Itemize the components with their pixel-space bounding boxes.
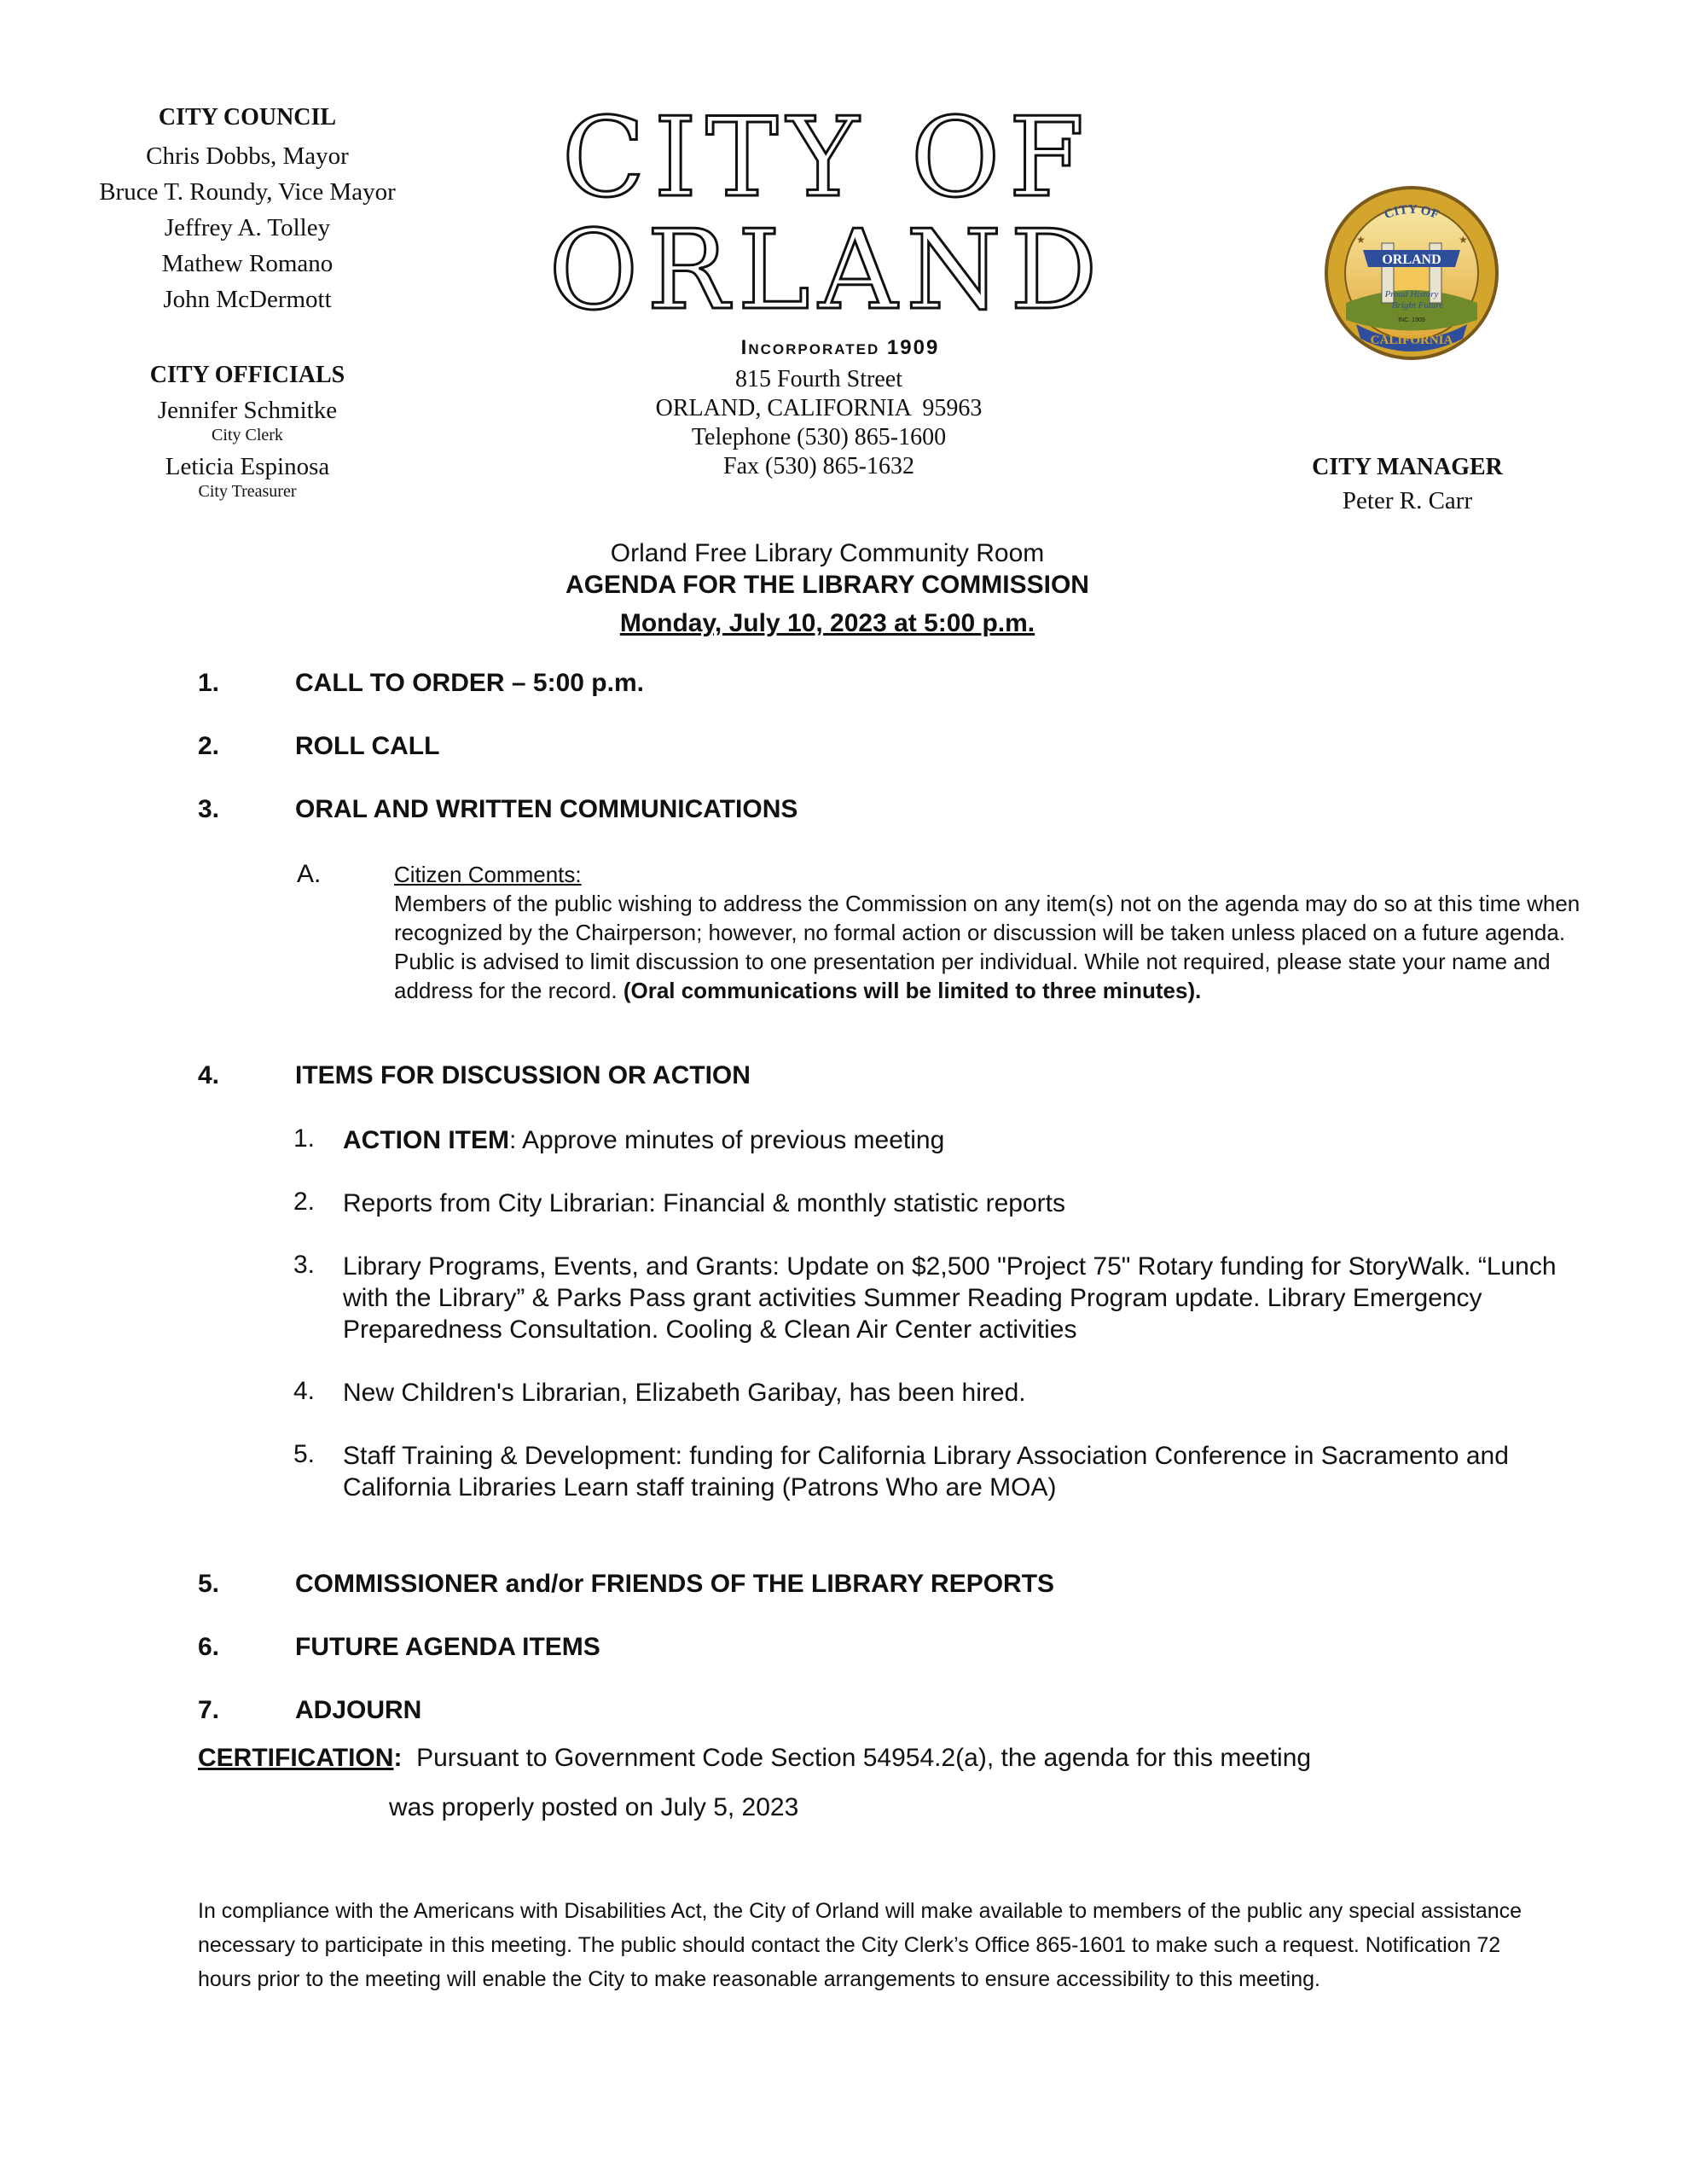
officials-heading: CITY OFFICIALS — [149, 362, 345, 388]
discussion-item-text: Library Programs, Events, and Grants: Update on $2,500 "Project 75" Rotary funding for StoryWalk. “Lunch with the Library” & Parks Pass grant activities Summer Reading Program update. Library Emergency Preparedness Consultation. Cooling & Clean Air Center activities — [343, 1252, 1557, 1344]
discussion-item-number: 3. — [293, 1251, 316, 1279]
certification-label: CERTIFICATION — [198, 1744, 394, 1772]
treasurer-name: Leticia Espinosa — [165, 453, 330, 480]
discussion-item-number: 4. — [293, 1377, 316, 1405]
agenda-item-title: CALL TO ORDER – 5:00 p.m. — [295, 669, 644, 697]
council-officials-column — [85, 104, 409, 508]
agenda-item-title: COMMISSIONER and/or FRIENDS OF THE LIBRARY REPORTS — [295, 1570, 1055, 1598]
citizen-comments-text: Members of the public wishing to address the Commission on any item(s) not on the agenda may do so at this time when recognized by the Chairperson; however, no formal action or discussion will be taken unless placed on a future agenda. Public is advised to limit discussion to one presentation per individual. While not required, please state your name and address for the record. — [394, 891, 1580, 1003]
action-item-label: ACTION ITEM — [343, 1126, 509, 1154]
citizen-comments-body — [394, 889, 1588, 1005]
certification — [198, 1744, 1311, 1773]
agenda-item-title: FUTURE AGENDA ITEMS — [295, 1633, 600, 1661]
certification-text: Pursuant to Government Code Section 54954.2(a), the agenda for this meeting — [402, 1744, 1312, 1772]
agenda-item-title: ADJOURN — [295, 1696, 422, 1724]
agenda-item-number: 1. — [198, 669, 220, 697]
seal-motto-1: Proud History — [1384, 289, 1439, 299]
agenda-item-number: 6. — [198, 1633, 220, 1661]
meeting-date: Monday, July 10, 2023 at 5:00 p.m. — [619, 609, 1035, 637]
discussion-item-text: Staff Training & Development: funding for California Library Association Conference in Sacramento and California Libraries Learn staff training (Patrons Who are MOA) — [343, 1442, 1509, 1502]
council-heading: CITY COUNCIL — [158, 104, 337, 131]
meeting-venue: Orland Free Library Community Room — [610, 539, 1045, 567]
city-title — [478, 95, 1177, 360]
agenda-item-title: ORAL AND WRITTEN COMMUNICATIONS — [295, 795, 798, 823]
ada-notice: In compliance with the Americans with Disabilities Act, the City of Orland will make available to members of the public any special assistance necessary to participate in this meeting. The public should contact the City Clerk’s Office 865-1601 to make such a request. Notification 72 hours prior to the meeting will enable the City to make reasonable arrangements to ensure accessibility to this meeting. — [198, 1899, 1522, 1991]
council-member: John McDermott — [163, 286, 332, 313]
agenda-title: AGENDA FOR THE LIBRARY COMMISSION — [566, 571, 1089, 599]
discussion-item-text: New Children's Librarian, Elizabeth Garibay, has been hired. — [343, 1379, 1026, 1407]
title-line-2: ORLAND — [548, 207, 1106, 334]
certification-colon: : — [393, 1744, 403, 1772]
certification-posted-date: was properly posted on July 5, 2023 — [389, 1793, 799, 1821]
discussion-item-text: : Approve minutes of previous meeting — [509, 1126, 945, 1154]
seal-inc: INC. 1909 — [1398, 317, 1425, 323]
oral-limit-note: (Oral communications will be limited to three minutes). — [623, 978, 1202, 1003]
seal-motto-2: Bright Future — [1391, 300, 1444, 311]
agenda-item-number: 3. — [198, 795, 220, 823]
sub-item-letter: A. — [297, 860, 322, 888]
officials-block — [85, 362, 409, 502]
svg-text:★: ★ — [1356, 234, 1366, 246]
agenda-item-number: 4. — [198, 1061, 220, 1089]
city-address — [563, 365, 1075, 481]
city-seal-icon — [1322, 183, 1501, 363]
meeting-heading — [426, 537, 1228, 638]
street-address: 815 Fourth Street — [735, 366, 902, 392]
agenda-item-number: 2. — [198, 732, 220, 760]
title-line-1: CITY OF — [561, 95, 1093, 222]
discussion-item-number: 1. — [293, 1124, 316, 1153]
seal-banner: ORLAND — [1382, 253, 1441, 267]
incorporated-text: Incorporated 1909 — [740, 336, 940, 359]
city-manager-label: CITY MANAGER — [1312, 454, 1503, 480]
seal-top-text: CITY OF — [1382, 202, 1441, 223]
clerk-role: City Clerk — [212, 426, 283, 444]
discussion-item-text: Reports from City Librarian: Financial & monthly statistic reports — [343, 1189, 1065, 1217]
agenda-item-title: ROLL CALL — [295, 732, 440, 760]
council-member: Jeffrey A. Tolley — [164, 214, 331, 241]
city-manager-name: Peter R. Carr — [1342, 487, 1473, 514]
discussion-item-number: 2. — [293, 1188, 316, 1216]
citizen-comments-block — [394, 860, 1588, 1005]
clerk-name: Jennifer Schmitke — [157, 397, 338, 424]
fax: Fax (530) 865-1632 — [723, 453, 914, 479]
discussion-item — [343, 1124, 1588, 1156]
council-member: Chris Dobbs, Mayor — [146, 142, 349, 170]
city-manager-block — [1279, 450, 1535, 517]
council-member: Mathew Romano — [161, 250, 334, 277]
council-member: Bruce T. Roundy, Vice Mayor — [99, 178, 396, 206]
telephone: Telephone (530) 865-1600 — [691, 424, 947, 450]
treasurer-role: City Treasurer — [198, 482, 297, 501]
agenda-item-number: 5. — [198, 1570, 220, 1598]
city-state-zip: ORLAND, CALIFORNIA 95963 — [655, 395, 983, 421]
agenda-item-number: 7. — [198, 1696, 220, 1724]
seal-bottom-text: CALIFORNIA — [1370, 334, 1453, 347]
citizen-comments-heading: Citizen Comments: — [394, 862, 582, 887]
discussion-item-number: 5. — [293, 1440, 316, 1468]
svg-text:★: ★ — [1459, 234, 1468, 246]
agenda-item-title: ITEMS FOR DISCUSSION OR ACTION — [295, 1061, 751, 1089]
